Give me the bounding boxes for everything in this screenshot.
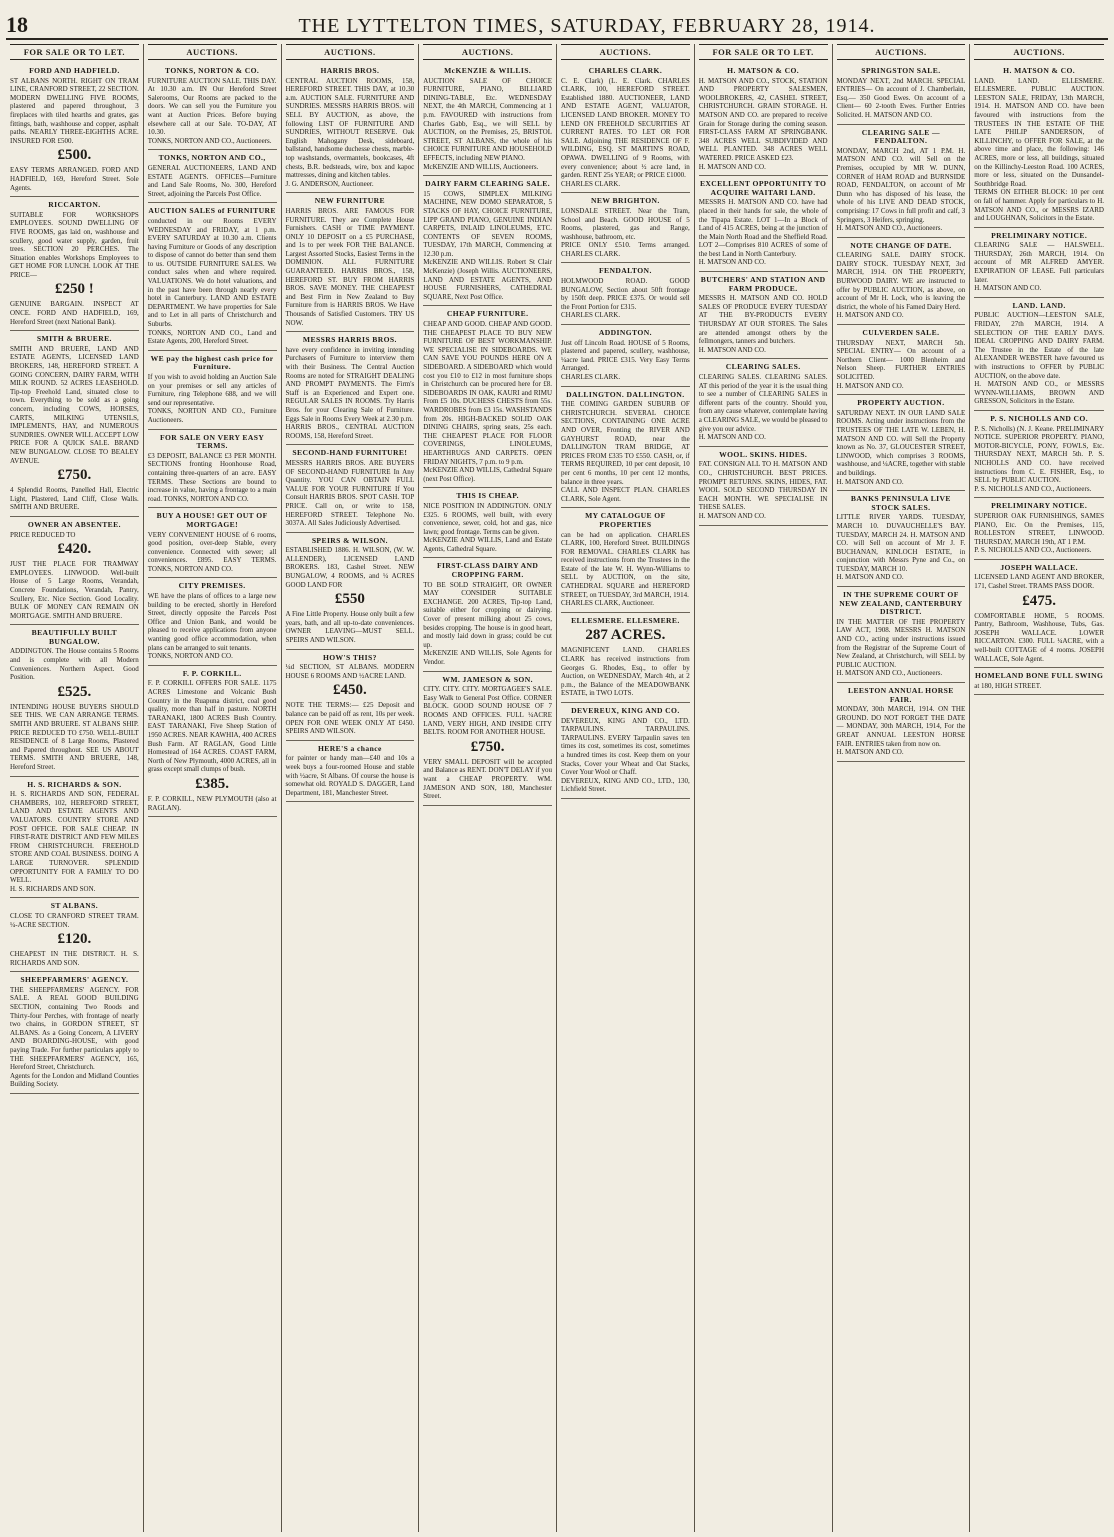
column-6 [695,44,833,1532]
ad-heading: CHARLES CLARK. [588,66,663,75]
ad-body: CLOSE TO CRANFORD STREET TRAM. ¼-ACRE SECTION. [10,911,139,929]
ad-body: CITY. CITY. CITY. MORTGAGEE'S SALE. Easy Walk to General Post Office. CORNER BLOCK. GOOD SOUND HOUSE OF 7 ROOMS AND OFFICES. FULL ¼ACRE LAND, VERY HIGH, AND INSIDE CITY BELTS. ROOM FOR ANOTHER HOUSE. [423,685,552,737]
column-5 [557,44,695,1532]
ad-heading: PROPERTY AUCTION. [857,398,945,408]
column-heading: FOR SALE OR TO LET. [10,44,139,60]
ad-body: MESSRS H. MATSON AND CO. have had placed in their hands for sale, the whole of the Tipapa Estate. LOT 1—In a Block of Land of 415 ACRES, being at the junction of the Main North Road and the Sheffield Road. LOT 2—Comprises 810 ACRES of some of the best Land in North Canterbury. [698,198,828,258]
ad-heading: BANKS PENINSULA LIVE STOCK SALES. [850,494,951,512]
ad-signoff: H. MATSON AND CO. [836,311,904,320]
ad-body: SATURDAY NEXT. IN OUR LAND SALE ROOMS. Acting under instructions from the TRUSTEES OF THE LATE W. LEBEN, H. MATSON AND CO. will Sell the Property known as No. 37, GLOUCESTER STREET, LINWOOD, which comprises 3 ROOMS, washhouse, and ¼ACRE, together with stable and buildings. [836,408,966,477]
ad-body: WE have the plans of offices to a large new building to be erected, shortly in Hereford Street, directly opposite the Parcels Post Office and Union Bank, and would be pleased to receive applications from anyone wanting good office accommodation, when plans can be arranged to suit tenants. [147,592,277,652]
ad-body: ADDINGTON. The House contains 5 Rooms and is complete with all Modern Conveniences. Northern Aspect. Good Position. [10,647,139,682]
ad-signoff: McKENZIE AND WILLIS, Auctioneers. [423,162,539,171]
ad-heading: HOMELAND BONE FULL SWING [974,671,1104,681]
ad-body: MONDAY, 30th MARCH, 1914. ON THE GROUND. DO NOT FORGET THE DATE— MONDAY, 30th MARCH, 1914, For the GREAT ANNUAL LEESTON HORSE FAIR. ENTRIES taken from now on. [836,705,966,748]
advertisement [423,176,552,306]
advertisement [561,263,690,325]
ad-signoff: H. MATSON AND CO. [836,477,904,486]
advertisement [974,668,1104,695]
ad-body: H. MATSON AND CO., STOCK, STATION AND PROPERTY SALESMEN, WOOLBROKERS, 42, CASHEL STREET, CHRISTCHURCH. GRAIN STORAGE. H. MATSON AND CO. are prepared to receive Grain for Storage during the coming season. FIRST-CLASS FARM AT SPRINGBANK. 348 ACRES WELL SUBDIVIDED AND WELL PLANTED. 348 ACRES WELL WATERED. PRICE ASKED £23. [698,76,828,162]
ad-heading: F. P. CORKILL. [182,668,242,678]
ad-heading: McKENZIE & WILLIS. [444,66,532,75]
advertisement [837,125,966,238]
advertisement [561,613,690,703]
ad-body: If you wish to avoid holding an Auction Sale on your premises or sell any articles of Furniture, ring Telephone 688, and we will send our representative. [147,373,277,407]
advertisement [561,193,690,263]
advertisement [10,197,139,331]
ad-signoff: Agents for the London and Midland Counties Building Society. [10,1071,139,1089]
advertisement [148,203,277,351]
masthead [6,6,1108,40]
ad-body: CENTRAL AUCTION ROOMS, 158, HEREFORD STREET. THIS DAY, at 10.30 a.m. AUCTION SALE. FURNITURE AND SUNDRIES. MESSRS HARRIS BROS. will SELL BY AUCTION, as above, the following LIST OF FURNITURE AND SUNDRIES, WITHOUT RESERVE. Oak English Mahogany Desk, sideboard, ballstand, handsome duchesse chests, marble-top washstands, overmantels, bookcases, 4ft chests, B.R. bedsteads, wire, box and kapoc mattresses, dining and kitchen tables. [285,76,415,180]
ad-heading: P. S. NICHOLLS AND CO. [990,413,1089,423]
ad-body: ST ALBANS NORTH. RIGHT ON TRAM LINE, CRANFORD STREET, 22 SECTION. MODERN DWELLING FIVE ROOMS, plastered and papered throughout, 3 fireplaces with tiled hearths and grates, gas fittings, bath, washhouse and copper, asphalt paths. NEARLY THREE-EIGHTHS ACRE. INSURED FOR £500. [10,76,139,145]
newspaper-title: THE LYTTELTON TIMES, SATURDAY, FEBRUARY 28, 1914. [298,15,876,37]
ad-body: DEVEREUX, KING AND CO., LTD. TARPAULINS. TARPAULINS. TARPAULINS. EVERY Tarpaulin saves ten times its cost, sometimes its cost, sometimes a hundred times its cost. Keep them on your Stacks, Cover your Wheat and Oat Stacks, Cover Your Wool or Chaff. [561,716,690,777]
ad-body: CLEARING SALE — HALSWELL. THURSDAY, 26th MARCH, 1914. On account of MR ALFRED AMYER. EXPIRATION OF LEASE. Full particulars later. [974,241,1104,284]
ad-heading: PRELIMINARY NOTICE. [991,501,1088,511]
ad-body: can be had on application. CHARLES CLARK, 100, Hereford Street. BUILDINGS FOR REMOVAL. CHARLES CLARK has received instructions from the Trustees in the Estate of the late W. H. Wynn-Williams to SELL by AUCTION, on the site, CATHEDRAL SQUARE and HEREFORD STREET, on TUESDAY, 3rd MARCH, 1914. [561,530,690,599]
ad-body: THE SHEEPFARMERS' AGENCY. FOR SALE. A REAL GOOD BUILDING SECTION, containing Two Roods and Thirty-four Perches, with frontage of nearly two chains, in GORDON STREET, ST ALBANS. As a Going Concern, A LIVERY AND BOARDING-HOUSE, with good paying Trade. For further particulars apply to THE SHEEPFARMERS' AGENCY, 165, Hereford Street, Christchurch. [10,985,139,1072]
ad-body: THE COMING GARDEN SUBURB OF CHRISTCHURCH. SEVERAL CHOICE SECTIONS, CONTAINING ONE ACRE AND OVER, Fronting the RIVER AND GAYHURST ROAD, near the DALLINGTON TRAM BRIDGE, AT PRICES FROM £335 TO £550. CASH, or, if TERMS REQUIRED, 10 per cent deposit, 10 per cent 6 months, 10 per cent 12 months, balance in three years. [561,400,690,486]
advertisement [10,972,139,1094]
advertisement [837,63,966,125]
ad-body: SMITH AND BRUERE, LAND AND ESTATE AGENTS, LICENSED LAND BROKERS, 148, HEREFORD STREET. A GOING CONCERN, DAIRY FARM, WITH MILK ROUND. 52 ACRES LEASEHOLD. Tip-top Freehold Land, situated close to town. Everything to be sold as a going concern, including COWS, HORSES, CARTS, MILKING UTENSILS, IMPLEMENTS, HAY, and NUMEROUS SUNDRIES. OWNER WILL ACCEPT LOW PRICE FOR A QUICK SALE. BRAND NEW BUNGALOW. CLOSE TO BEALEY AVENUE. [10,344,139,465]
advertisement [699,359,828,446]
advertisement [837,325,966,395]
advertisement [423,672,552,806]
ad-signoff: TONKS, NORTON AND CO., Furniture Auctioneers. [147,407,277,424]
ad-heading: BUY A HOUSE! GET OUT OF MORTGAGE! [156,511,268,529]
columns-container [6,44,1108,1532]
ad-signoff: McKENZIE AND WILLIS, Land and Estate Agents, Cathedral Square. [423,536,552,553]
advertisement [974,498,1104,560]
ad-signoff: CHARLES CLARK. [561,179,621,188]
ad-heading: H. MATSON & CO. [727,66,800,75]
advertisement [286,650,415,741]
ad-signoff: CHARLES CLARK. [561,373,621,381]
ad-body: F. P. CORKILL OFFERS FOR SALE. 1175 ACRES Limestone and Volcanic Bush Country in the Ruapuna district, coal good quality, more than half in pasture. NORTH TARANAKI, 1800 ACRES Bush Country. EAST TARANAKI, Five Sheep Station of 1950 ACRES. NEAR KAWHIA, 400 ACRES Bush Farm. AT RAGLAN, Good Little Homestead of 164 ACRES. COAST FARM, North of New Plymouth, 4000 ACRES, all in grass except small clumps of bush. [147,679,277,774]
ad-signoff: INTENDING HOUSE BUYERS SHOULD SEE THIS. WE CAN ARRANGE TERMS. SMITH AND BRUERE. ST ALBANS SHIP. PRICE REDUCED TO £750. WELL-BUILT RESIDENCE of 8 Large Rooms, Plastered and Papered throughout. SEE US ABOUT TERMS. SMITH AND BRUERE, 148, Hereford Street. [10,702,139,771]
column-heading: AUCTIONS. [561,44,690,60]
ad-heading: CLEARING SALES. [725,362,801,372]
ad-price: £250 ! [55,281,94,298]
ad-body: SUITABLE FOR WORKSHOPS EMPLOYEES. SOUND DWELLING OF FIVE ROOMS, gas laid on, washhouse and scullery, good water supply, garden, fruit trees. SECTION 20 PERCHES. The Situation enables Workshops Employees to GET HOME FOR LUNCH. LOOK AT THE PRICE— [10,210,139,279]
ad-signoff: H. MATSON AND CO., Auctioneers. [836,224,943,233]
ad-heading: WE pay the highest cash price for Furniture. [150,353,274,372]
ad-heading: FENDALTON. [599,266,652,276]
column-heading: AUCTIONS. [974,44,1104,60]
advertisement [974,560,1104,668]
advertisement [699,63,828,176]
column-1 [6,44,144,1532]
page-number: 18 [6,12,28,37]
advertisement [286,332,415,445]
advertisement [10,331,139,517]
ad-body: AUCTION SALE OF CHOICE FURNITURE, PIANO, BILLIARD DINING-TABLE, Etc. WEDNESDAY NEXT, the 4th MARCH, Commencing at 1 p.m. FAVOURED with instructions from Charles Gabb, Esq., we will SELL by AUCTION, on the Premises, 25, BRISTOL STREET, ST ALBANS, the whole of his CHOICE FURNITURE AND HOUSEHOLD EFFECTS, including NEW PIANO. [423,76,552,162]
advertisement [837,683,966,762]
ad-body: PRICE REDUCED TO [10,530,76,539]
ad-heading: OWNER AN ABSENTEE. [27,519,121,529]
advertisement [148,63,277,150]
advertisement [561,508,690,613]
ad-signoff: EASY TERMS ARRANGED. FORD AND HADFIELD, 169, Hereford Street. Sole Agents. [10,166,139,192]
ad-signoff: H. MATSON AND CO. [698,511,766,520]
ad-heading: SMITH & BRUERE. [36,334,112,344]
ad-body: SUPERIOR OAK FURNISHINGS, SAMES PIANO, Etc. On the Premises, 115, ROLLESTON STREET, LINWOOD. THURSDAY, MARCH 19th, AT 1 P.M. [974,511,1104,546]
ad-heading: CITY PREMISES. [178,581,246,591]
ad-body: MONDAY NEXT, 2nd MARCH. SPECIAL ENTRIES— On account of J. Chamberlain, Esq.— 350 Good Ewes. On account of a Client— 60 2-tooth Ewes. Further Entries Solicited. H. MATSON AND CO. [836,76,966,119]
advertisement [286,445,415,532]
ad-signoff: P. S. NICHOLLS AND CO., Auctioneers. [974,546,1092,555]
ad-signoff: McKENZIE AND WILLIS, Cathedral Square (next Post Office). [423,466,552,483]
column-4 [419,44,557,1532]
ad-heading: CULVERDEN SALE. [862,328,940,338]
advertisement [148,351,277,430]
column-heading: FOR SALE OR TO LET. [699,44,828,60]
ad-heading: WOOL. SKINS. HIDES. [719,449,808,459]
ad-price: £385. [195,775,229,792]
ad-signoff: JUST THE PLACE FOR TRAMWAY EMPLOYEES. LINWOOD. Well-built House of 5 Large Rooms, Verandah, Concrete Foundations, Verandah, Pantry, Scullery, Etc. Nice Section. Good Locality. BULK OF MONEY CAN REMAIN ON MORTGAGE. SMITH AND BRUERE. [10,560,139,620]
ad-heading: AUCTION SALES of FURNITURE [148,206,276,216]
ad-heading: SPRINGSTON SALE. [861,66,941,75]
ad-body: LITTLE RIVER YARDS. TUESDAY, MARCH 10. DUVAUCHELLE'S BAY. TUESDAY, MARCH 24. H. MATSON AND CO. will Sell on account of Mr J. F. BUCHANAN, KINLOCH ESTATE, in conjunction with Messrs Pyne and Co., on TUESDAY, MARCH 10. [836,513,966,573]
advertisement [837,491,966,587]
ad-price: £475. [1022,592,1056,609]
advertisement [699,272,828,359]
ad-signoff: CHARLES CLARK, Auctioneer. [561,599,654,608]
advertisement [974,63,1104,228]
ad-signoff: NOTE THE TERMS:— £25 Deposit and balance can be paid off as rent, 10s per week. OPEN FOR ONE WEEK ONLY AT £450. SPEIRS AND WILSON. [285,701,415,736]
ad-signoff: DEVEREUX, KING AND CO., LTD., 130, Lichfield Street. [561,776,690,794]
ad-heading: SHEEPFARMERS' AGENCY. [20,975,129,985]
advertisement [699,176,828,272]
ad-signoff: McKENZIE AND WILLIS, Sole Agents for Vendor. [423,649,552,666]
ad-body: CLEARING SALE. DAIRY STOCK. DAIRY STOCK. TUESDAY NEXT, 3rd MARCH, 1914. ON THE PROPERTY, BURWOOD DAIRY. WE are instructed to offer by PUBLIC AUCTION, as above, on account of Mr H. Lock, who is leaving the district, the whole of his Famed Dairy Herd. [836,251,966,311]
ad-body: IN THE MATTER OF THE PROPERTY LAW ACT, 1908. MESSRS H. MATSON AND CO., acting under instructions issued from the Registrar of the Supreme Court of New Zealand, at Christchurch, will SELL by PUBLIC AUCTION. [836,617,966,669]
advertisement [286,533,415,650]
advertisement [286,63,415,193]
ad-signoff: COMFORTABLE HOME, 5 ROOMS. Pantry, Bathroom, Washhouse, Tubs, Gas. JOSEPH WALLACE. LOWER RICCARTON. £300. FULL ¼ACRE, with a well-built COTTAGE of 4 rooms. JOSEPH WALLACE, Sole Agent. [974,611,1104,663]
ad-signoff: H. MATSON AND CO. [698,433,766,442]
ad-signoff: VERY SMALL DEPOSIT will be accepted and Balance as RENT. DON'T DELAY if you want a CHEAP PROPERTY. WM. JAMESON AND SON, 180, Manchester Street. [423,757,552,801]
advertisement [837,395,966,491]
ad-body: ESTABLISHED 1886. H. WILSON, (W. W. ALLENDER), LICENSED LAND BROKERS. 183, Cashel Street. NEW BUNGALOW, 4 ROOMS, and ¼ ACRES GOOD LAND FOR [285,546,415,589]
ad-heading: BUTCHERS' AND STATION AND FARM PRODUCE. [700,275,826,293]
ad-heading: NOTE CHANGE OF DATE. [850,240,952,250]
ad-heading: NEW BRIGHTON. [591,196,660,206]
advertisement [974,298,1104,411]
ad-heading: HERE'S a chance [317,743,382,753]
ad-price: £450. [333,682,367,699]
ad-heading: NEW FURNITURE [314,196,385,206]
column-heading: AUCTIONS. [837,44,966,60]
ad-signoff: P. S. NICHOLLS AND CO., Auctioneers. [974,484,1092,493]
ad-signoff: H. MATSON AND CO., or MESSRS WYNN-WILLIAMS, BROWN AND GRESSON, Solicitors in the Estate. [974,380,1104,406]
ad-body: C. E. Clark) (L. E. Clark. CHARLES CLARK, 100, HEREFORD STREET. Established 1880. AUCTIONEER, LAND AND ESTATE AGENT, VALUATOR, LICENSED LAND BROKER. MONEY TO LEND ON FREEHOLD SECURITIES AT CURRENT RATES. TO LET OR FOR SALE. Adjoining THE RESIDENCE OF F. WILDING, ESQ. ST MARTIN'S ROAD, OPAWA. DWELLING of 9 Rooms, with every convenience; about ½ acre land, in garden. RENT 25s YEAR; or PRICE £1000. [561,76,690,180]
column-heading: AUCTIONS. [148,44,277,60]
ad-heading: IN THE SUPREME COURT OF NEW ZEALAND, CANTERBURY DISTRICT. [839,590,963,617]
column-8 [970,44,1108,1532]
ad-heading: EXCELLENT OPPORTUNITY TO ACQUIRE WAITARI LAND. [699,179,827,197]
advertisement [148,430,277,509]
ad-body: MONDAY, MARCH 2nd, AT 1 P.M. H. MATSON AND CO. will Sell on the Premises, occupied by MR W. DUNN, CORNER of HAM ROAD and BURNSIDE ROAD, FENDALTON, on account of Mr Dunn who has disposed of his lease, the whole of his LIVE AND DEAD STOCK, comprising: 17 Cows in full profit and calf, 3 Springers, 3 Heifers, springing. [836,146,966,224]
ad-body: Just off Lincoln Road. HOUSE of 5 Rooms, plastered and papered, scullery, washhouse, ¼acre land. PRICE £315. Very Easy Terms Arranged. [561,338,690,373]
ad-price: £750. [470,738,505,755]
ad-signoff: TERMS ON EITHER BLOCK: 10 per cent on fall of hammer. Apply for particulars to H. MATSON AND CO., or MESSRS IZARD and LOUGHNAN, Solicitors in the Estate. [974,188,1104,223]
ad-body: GENERAL AUCTIONEERS, LAND AND ESTATE AGENTS. OFFICES—Furniture and Land Sale Rooms, No. 300, Hereford Street, adjoining the Parcels Post Office. [147,163,277,198]
ad-body: HOLMWOOD ROAD. GOOD BUNGALOW, Section about 50ft frontage by 150ft deep. PRICE £375. Or would sell the Front Portion for £315. [561,277,690,311]
ad-heading: DAIRY FARM CLEARING SALE. [425,179,551,189]
ad-signoff: MAGNIFICENT LAND. CHARLES CLARK has received instructions from Georges G. Rhodes, Esq., to offer by Auction, on WEDNESDAY, March 4th, at 2 p.m., the Balance of the MEADOWBANK ESTATE, in TWO LOTS. [561,646,690,698]
ad-body: CHEAP AND GOOD. CHEAP AND GOOD. THE CHEAPEST PLACE TO BUY NEW FURNITURE OF BEST WORKMANSHIP. WE SPECIALISE IN SIDEBOARDS. WE CAN SAVE YOU POUNDS HERE ON A SIDEBOARD. A SIDEBOARD which would cost you £10 to £12 in most furniture shops in Christchurch can be procured here for £8. SIDEBOARDS IN OAK, KAURI and RIMU From £5 10s. DUCHESS CHESTS from 55s. WARDROBES from £3 15s. WASHSTANDS from 20s. HIGH-BACKED SOLID OAK DINING CHAIRS, spring seats, 25s each. THE CHEAPEST PLACE FOR FLOOR COVERINGS, LINOLEUMS, HEARTHRUGS AND CARPETS. OPEN FRIDAY NIGHTS, 7 p.m. to 9 p.m. [423,320,552,466]
ad-heading: H. MATSON & CO. [1003,66,1076,75]
advertisement [148,578,277,665]
ad-signoff: A Fine Little Property. House only built a few years, bath, and all up-to-date conveniences. OWNER LEAVING—MUST SELL. SPEIRS AND WILSON. [285,610,415,645]
ad-body: CLEARING SALES. CLEARING SALES. AT this period of the year it is the usual thing to see a number of CLEARING SALES in different parts of the country. Should you, from any cause whatever, contemplate having a CLEARING SALE, we would be pleased to give you our advice. [698,373,828,433]
column-heading: AUCTIONS. [423,44,552,60]
advertisement [10,63,139,197]
ad-signoff: H. MATSON AND CO., Auctioneers. [836,669,943,678]
column-heading: AUCTIONS. [286,44,415,60]
ad-heading: ST ALBANS. [50,901,99,911]
ad-heading: LAND. LAND. [1012,300,1066,310]
ad-body: HARRIS BROS. ARE FAMOUS FOR FURNITURE. They are Complete House Furnishers. CASH or TIME PAYMENT. ONLY 10 DEPOSIT on a £5 PURCHASE, and 1s to per week FOR THE BALANCE. Largest Assorted Stocks, Easiest Terms in the DOMINION. ALL FURNITURE GUARANTEED. HARRIS BROS., 158, HEREFORD ST. BUY FROM HARRIS BROS. SAVE MONEY. THE CHEAPEST and Best Firm in New Zealand to Buy Furniture from is HARRIS BROS. We Have Thousands of Satisfied Customers. TRY US NOW. [285,206,415,327]
ad-heading: FORD AND HADFIELD. [29,66,120,75]
ad-heading: DALLINGTON. DALLINGTON. [566,389,685,399]
ad-heading: CLEARING SALE — FENDALTON. [861,127,940,146]
ad-heading: ADDINGTON. [598,328,652,338]
ad-signoff: H. MATSON AND CO. [698,258,766,267]
ad-body: H. S. RICHARDS AND SON, FEDERAL CHAMBERS, 102, HEREFORD STREET, LAND AND ESTATE AGENTS AND VALUATORS. COUNTRY STORE AND POST OFFICE. FOR SALE CHEAP. IN FIRST-RATE DISTRICT AND FEW MILES FROM CHRISTCHURCH. FREEHOLD STORE AND COAL BUSINESS. DOING A LARGE TURNOVER. SPLENDID OPPORTUNITY FOR A FAMILY TO DO WELL. [10,790,139,885]
ad-heading: FOR SALE ON VERY EASY TERMS. [159,432,265,451]
ad-heading: WM. JAMESON & SON. [442,674,533,684]
ad-signoff: H. MATSON AND CO. [836,381,904,390]
ad-signoff: J. G. ANDERSON, Auctioneer. [285,179,374,188]
ad-price: £525. [57,683,92,700]
ad-heading: MY CATALOGUE OF PROPERTIES [585,511,666,529]
ad-heading: ELLESMERE. ELLESMERE. [571,615,680,625]
ad-body: TO BE SOLD STRAIGHT, OR OWNER MAY CONSIDER SUITABLE EXCHANGE. 200 ACRES, Tip-top Land, suitable either for cropping or dairying. Cover of present milking about 25 cows, besides cropping. The house is in good heart, and mostly laid down in grass; could be cut up. [423,580,552,649]
advertisement [10,898,139,972]
ad-price: £420. [57,541,92,558]
ad-body: have every confidence in inviting intending Purchasers of Furniture to interview them with their Business. The Central Auction Rooms are noted for STRAIGHT DEALING AND PROMPT PAYMENTS. The Firm's Staff is an Experienced and Expert one. REGULAR SALES IN ROOMS. Try Harris Bros. for your Clearing Sale of Furniture. Eggs Sale in Rooms Every Week at 2.30 p.m. [285,345,415,423]
ad-body: ¼d SECTION, ST ALBANS. MODERN HOUSE 6 ROOMS AND ½ACRE LAND. [285,663,415,680]
advertisement [837,587,966,683]
ad-body: LONSDALE STREET. Near the Tram, School and Beach. GOOD HOUSE of 5 Rooms, plastered, gas and Range, washhouse, bathroom, etc. [561,206,690,241]
ad-signoff: H. MATSON AND CO. [698,345,766,354]
ad-heading: HOW'S THIS? [322,652,377,662]
advertisement [561,63,690,193]
advertisement [699,447,828,526]
column-7 [833,44,971,1532]
ad-heading: LEESTON ANNUAL HORSE FAIR. [847,686,954,704]
ad-body: FAT. CONSIGN ALL TO H. MATSON AND CO., CHRISTCHURCH. BEST PRICES. PROMPT RETURNS. SKINS, HIDES, FAT. WOOL SOLD SECOND THURSDAY IN EACH MONTH. WE SPECIALISE IN THESE SALES. [698,460,828,512]
ad-heading: H. S. RICHARDS & SON. [27,779,122,789]
ad-heading: SPEIRS & WILSON. [311,535,388,545]
column-3 [282,44,420,1532]
ad-body: NICE POSITION IN ADDINGTON. ONLY £325. 6 ROOMS, well built, with every convenience, sewer, cold, hot and gas, nice lawn; good frontage. Terms can be given. [423,501,552,536]
advertisement [286,193,415,332]
ad-heading: RICCARTON. [48,200,101,210]
ad-body: LICENSED LAND AGENT AND BROKER, 171, Cashel Street. TRAMS PASS DOOR. [974,573,1104,591]
ad-price: £550 [334,591,365,608]
advertisement [10,777,139,899]
ad-body: conducted in our Rooms EVERY WEDNESDAY and FRIDAY, at 1 p.m. EVERY SATURDAY at 10.30 a.m. Clients having Furniture or Goods of any description to dispose of cannot do better than send them to us. OUTSIDE FURNITURE SALES. We conduct sales when and where required. VALUATIONS. We do hotel valuations, and in the past have been through nearly every hotel in Canterbury. LAND AND ESTATE DEPARTMENT. We have properties for Sale and to Let in all parts of Christchurch and Suburbs. [147,216,277,329]
ad-heading: CHEAP FURNITURE. [446,309,529,319]
ad-heading: HARRIS BROS. [320,66,380,75]
ad-body: 15 COWS, SIMPLEX MILKING MACHINE, NEW DOMO SEPARATOR, 5 STACKS OF HAY, CHOICE FURNITURE, LIPP GRAND PIANO, GENUINE INDIAN CARPETS, INLAID LINOLEUMS, ETC. CONTENTS OF SEVEN ROOMS, TUESDAY, 17th MARCH, Commencing at 12.30 p.m. [423,189,552,258]
ad-heading: TONKS, NORTON & CO. [165,66,260,75]
ad-heading: JOSEPH WALLACE. [1000,562,1078,572]
advertisement [561,325,690,387]
ad-signoff: TONKS, NORTON AND CO., Land and Estate Agents, 200, Hereford Street. [147,328,277,346]
ad-heading: MESSRS HARRIS BROS. [302,335,397,345]
ad-signoff: HARRIS BROS., CENTRAL AUCTION ROOMS, 158, Hereford Street. [285,423,415,440]
advertisement [148,666,277,817]
ad-signoff: F. P. CORKILL, NEW PLYMOUTH (also at RAGLAN). [147,794,277,812]
ad-heading: DEVEREUX, KING AND CO. [571,706,680,715]
ad-signoff: McKENZIE AND WILLIS. Robert St Clair McKenzie) (Joseph Willis. AUCTIONEERS, LAND AND ESTATE AGENTS, AND HOUSE FURNISHERS, CATHEDRAL SQUARE, Next Post Office. [423,258,552,301]
ad-heading: SECOND-HAND FURNITURE! [292,448,408,458]
ad-signoff: CHARLES CLARK. [561,311,621,320]
advertisement [974,411,1104,498]
ad-price: 287 ACRES. [585,627,666,644]
ad-signoff: PRICE ONLY £510. Terms arranged. CHARLES CLARK. [561,241,690,258]
ad-body: FURNITURE AUCTION SALE. THIS DAY. At 10.30 a.m. IN Our Hereford Street Salerooms, Our Rooms are packed to the doors. We can sell you the Furniture you want at Auction Prices. Before buying elsewhere call at our Sale. TO-DAY, AT 10.30. [147,76,277,137]
advertisement [148,150,277,203]
ad-heading: BEAUTIFULLY BUILT BUNGALOW. [31,628,118,646]
ad-heading: PRELIMINARY NOTICE. [991,230,1088,240]
advertisement [561,703,690,799]
ad-signoff: H. MATSON AND CO. [836,748,904,757]
advertisement [286,741,415,803]
ad-price: £750. [57,467,92,484]
ad-signoff: H. MATSON AND CO. [974,284,1042,293]
ad-signoff: TONKS, NORTON AND CO. [147,652,233,661]
ad-signoff: H. MATSON AND CO. [836,573,904,582]
ad-body: LAND. LAND. ELLESMERE. ELLESMERE. PUBLIC AUCTION. LEESTON SALE, FRIDAY, 13th MARCH, 1914. H. MATSON AND CO. have been favoured with instructions from the TRUSTEES IN THE ESTATE OF THE LATE PHILIP SANDERSON, of KILLINCHY, to OFFER FOR SALE, at the above time and place, the following: 146 ACRES, more or less, all buildings, situated on the Killinchy-Leeston Road. 100 ACRES, more or less, situated on the Dunsandel-Southbridge Road. [974,76,1104,188]
advertisement [561,387,690,509]
advertisement [423,558,552,671]
advertisement [423,488,552,558]
ad-body: MESSRS H. MATSON AND CO. HOLD SALES OF PRODUCE EVERY TUESDAY AT THE BY-PRODUCTS EVERY THURSDAY AT OUR STORES. The Sales are attended amongst others by the fellmongers, tanners and butchers. [698,294,828,346]
ad-price: £120. [57,931,92,948]
ad-body: THURSDAY NEXT, MARCH 5th. SPECIAL ENTRY— On account of a Northern Client— 1000 Blenheim and Nelson Sheep. FURTHER ENTRIES SOLICITED. [836,338,966,381]
ad-signoff: CALL AND INSPECT PLAN. CHARLES CLARK, Sole Agent. [561,486,690,503]
ad-body: £3 DEPOSIT, BALANCE £3 PER MONTH. SECTIONS fronting Hoonhouse Road, containing three-quarters of an acre. EASY TERMS. These Sections are bound to increase in value, having a frontage to a main road. TONKS, NORTON AND CO. [147,451,277,503]
ad-signoff: TONKS, NORTON AND CO., Auctioneers. [147,136,272,145]
ad-heading: THIS IS CHEAP. [456,491,519,501]
ad-body: at 180, HIGH STREET. [974,681,1042,690]
ad-body: for painter or handy man—£40 and 10s a week buys a four-roomed House and stable with ½acre, St Albans. Of course the house is somewhat old. ROYALD S. DAGGER, Land Department, 181, Manchester Street. [285,754,415,797]
ad-heading: TONKS, NORTON AND CO., [158,153,266,163]
ad-body: VERY CONVENIENT HOUSE of 6 rooms, good position, over-deep Stable, every convenience. Connected with sewer; all conveniences. £895. EASY TERMS. TONKS, NORTON AND CO. [147,530,277,573]
ad-signoff: 4 Splendid Rooms, Panelled Hall, Electric Light, Plastered, Land Cliff, Close Walls. SMITH AND BRUERE. [10,486,139,512]
ad-signoff: H. MATSON AND CO. [698,162,766,171]
ad-signoff: GENUINE BARGAIN. INSPECT AT ONCE. FORD AND HADFIELD, 169, Hereford Street (next National Bank). [10,300,139,326]
ad-signoff: H. S. RICHARDS AND SON. [10,884,96,893]
ad-signoff: CHEAPEST IN THE DISTRICT. H. S. RICHARDS AND SON. [10,950,139,967]
advertisement [10,517,139,625]
advertisement [423,63,552,176]
advertisement [423,306,552,488]
advertisement [10,625,139,776]
ad-price: £500. [57,147,92,164]
advertisement [148,508,277,578]
ad-body: P. S. Nicholls) (N. J. Keane. PRELIMINARY NOTICE. SUPERIOR PROPERTY. PIANO, MOTOR-BICYCLE, PONY, FOWLS, Etc. THURSDAY NEXT, MARCH 5th. P. S. NICHOLLS AND CO. have received instructions from C. E. FISHER, Esq., to SELL by PUBLIC AUCTION. [974,424,1104,485]
advertisement [974,228,1104,298]
ad-body: MESSRS HARRIS BROS. ARE BUYERS OF SECOND-HAND FURNITURE In Any Quantity. YOU CAN OBTAIN FULL VALUE FOR YOUR FURNITURE If You Consult HARRIS BROS. SPOT CASH. TOP PRICE. Call on, or write to 158, HEREFORD STREET. Telephone No. 3037A. All Sales Judiciously Advertised. [285,458,415,528]
ad-body: PUBLIC AUCTION—LEESTON SALE, FRIDAY, 27th MARCH, 1914. A SELECTION OF THE EARLY DAYS. IDEAL CROPPING AND DAIRY FARM. The Trustee in the Estate of the late ALEXANDER WEBSTER have favoured us with instructions to OFFER by PUBLIC AUCTION, on the above date. [974,311,1104,380]
advertisement [837,238,966,325]
ad-heading: FIRST-CLASS DAIRY AND CROPPING FARM. [437,561,539,580]
column-2 [144,44,282,1532]
